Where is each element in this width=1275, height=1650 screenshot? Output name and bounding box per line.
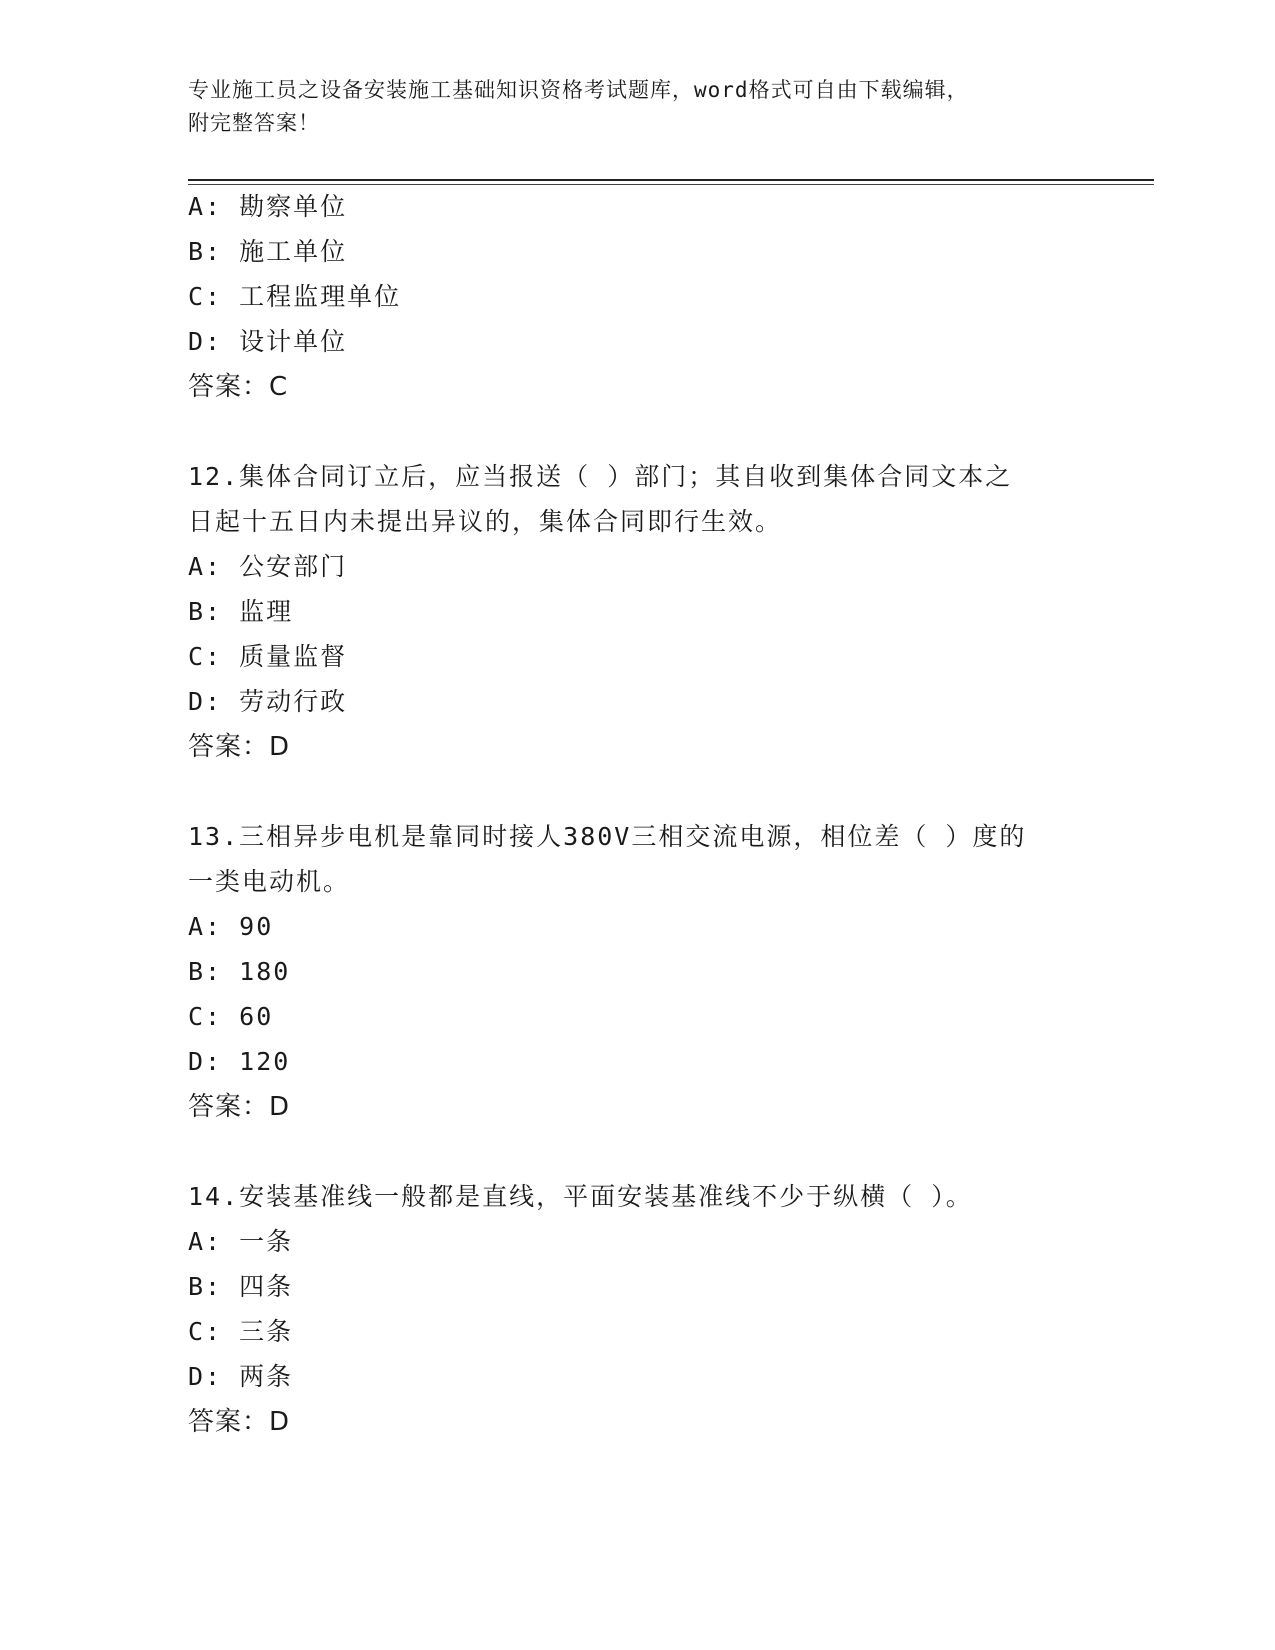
option-a: A: 公安部门 bbox=[188, 552, 348, 581]
option-d: D: 设计单位 bbox=[188, 327, 348, 356]
option-a: A: 一条 bbox=[188, 1227, 294, 1256]
option-c: C: 三条 bbox=[188, 1317, 294, 1346]
option-c: C: 工程监理单位 bbox=[188, 282, 402, 311]
option-d: D: 劳动行政 bbox=[188, 687, 348, 716]
question-stem-line-2: 日起十五日内未提出异议的，集体合同即行生效。 bbox=[188, 507, 783, 536]
header-title-line-2: 附完整答案！ bbox=[188, 111, 320, 135]
option-d: D: 两条 bbox=[188, 1362, 294, 1391]
option-b: B: 四条 bbox=[188, 1272, 294, 1301]
question-stem-line-1: 12.集体合同订立后，应当报送（ ）部门；其自收到集体合同文本之 bbox=[188, 462, 1013, 491]
option-c: C: 质量监督 bbox=[188, 642, 348, 671]
answer: 答案：D bbox=[188, 1407, 291, 1437]
answer: 答案：D bbox=[188, 732, 291, 762]
option-b: B: 监理 bbox=[188, 597, 294, 626]
option-b: B: 施工单位 bbox=[188, 237, 348, 266]
option-c: C: 60 bbox=[188, 1002, 274, 1031]
question-stem-line-2: 一类电动机。 bbox=[188, 867, 351, 896]
question-stem-line-1: 13.三相异步电机是靠同时接人380V三相交流电源，相位差（ ）度的 bbox=[188, 822, 1027, 851]
option-a: A: 勘察单位 bbox=[188, 192, 348, 221]
document-header bbox=[188, 74, 1088, 140]
option-b: B: 180 bbox=[188, 957, 291, 986]
answer: 答案：D bbox=[188, 1092, 291, 1122]
header-divider-thick bbox=[188, 179, 1154, 181]
question-stem-line-1: 14.安装基准线一般都是直线，平面安装基准线不少于纵横（ ）。 bbox=[188, 1182, 973, 1211]
answer: 答案：C bbox=[188, 372, 289, 402]
option-a: A: 90 bbox=[188, 912, 274, 941]
option-d: D: 120 bbox=[188, 1047, 291, 1076]
header-title-line-1: 专业施工员之设备安装施工基础知识资格考试题库，word格式可自由下载编辑， bbox=[188, 78, 969, 102]
